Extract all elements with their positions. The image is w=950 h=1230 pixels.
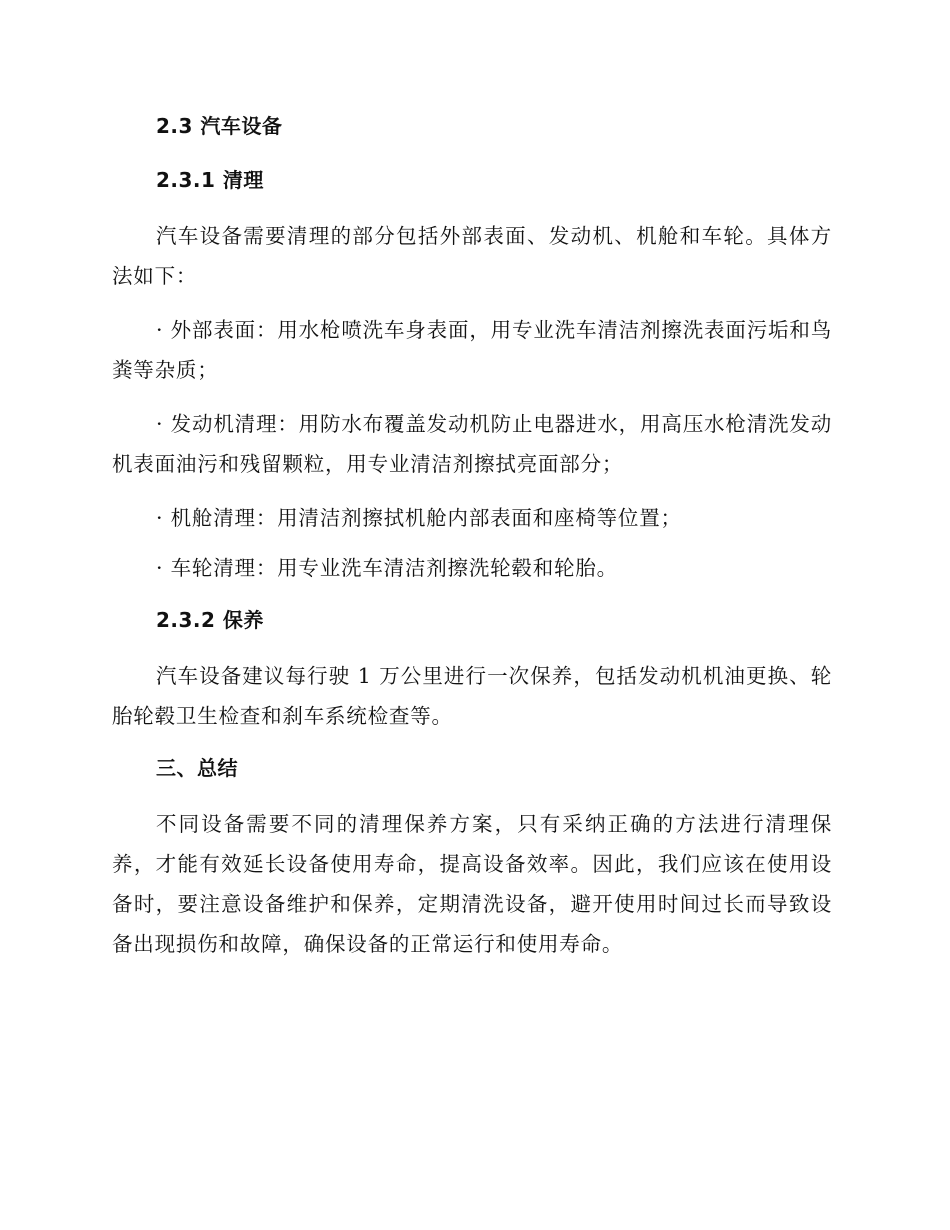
bullet-exterior-cleaning: · 外部表面：用水枪喷洗车身表面，用专业洗车清洁剂擦洗表面污垢和鸟粪等杂质； (112, 318, 832, 382)
bullet-wheel-cleaning: · 车轮清理：用专业洗车清洁剂擦洗轮毂和轮胎。 (156, 556, 618, 580)
section-heading-2-3-2: 2.3.2 保养 (156, 608, 264, 632)
paragraph-cleaning-intro: 汽车设备需要清理的部分包括外部表面、发动机、机舱和车轮。具体方法如下： (112, 224, 832, 288)
section-heading-2-3: 2.3 汽车设备 (156, 114, 283, 138)
paragraph-summary: 不同设备需要不同的清理保养方案，只有采纳正确的方法进行清理保养，才能有效延长设备使用寿命，提高设备效率。因此，我们应该在使用设备时，要注意设备维护和保养，定期清洗设备，避开使用时间过长而导致设备出现损伤和故障，确保设备的正常运行和使用寿命。 (112, 812, 832, 956)
document-body (112, 108, 832, 978)
bullet-cabin-cleaning: · 机舱清理：用清洁剂擦拭机舱内部表面和座椅等位置； (156, 506, 682, 530)
bullet-engine-cleaning: · 发动机清理：用防水布覆盖发动机防止电器进水，用高压水枪清洗发动机表面油污和残留颗粒，用专业清洁剂擦拭亮面部分； (112, 412, 832, 476)
section-heading-summary: 三、总结 (156, 756, 238, 780)
paragraph-maintenance: 汽车设备建议每行驶 1 万公里进行一次保养，包括发动机机油更换、轮胎轮毂卫生检查和刹车系统检查等。 (112, 664, 832, 728)
section-heading-2-3-1: 2.3.1 清理 (156, 168, 264, 192)
